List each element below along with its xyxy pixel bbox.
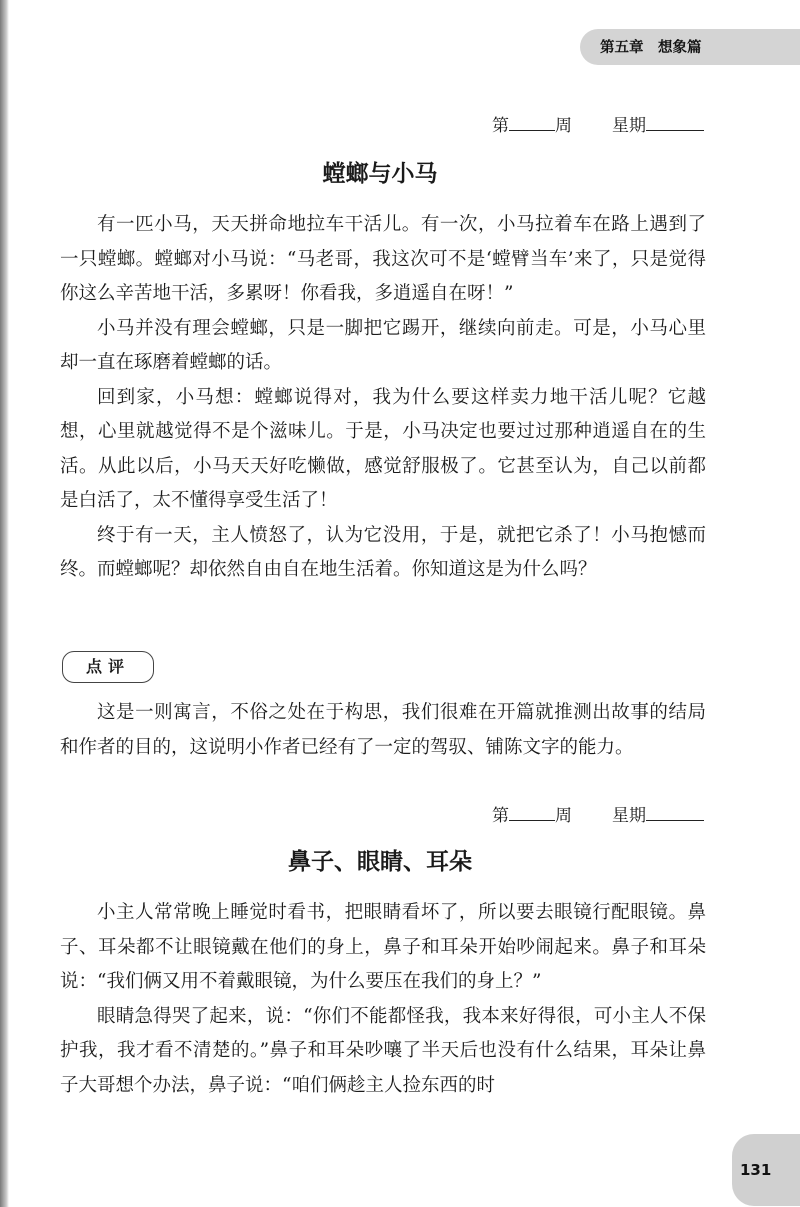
essay-title: 鼻子、眼睛、耳朵	[288, 849, 472, 875]
page-number: 131	[740, 1161, 772, 1179]
comment-text: 这是一则寓言，不俗之处在于构思，我们很难在开篇就推测出故事的结局和作者的目的，这说明小作者已经有了一定的驾驭、铺陈文字的能力。	[60, 702, 706, 758]
weekday-blank	[646, 110, 704, 131]
week-date-line	[492, 110, 704, 138]
essay-title: 螳螂与小马	[322, 161, 438, 187]
week-suffix: 周	[555, 806, 572, 826]
weekday-label: 星期	[612, 116, 646, 136]
week-label: 第	[492, 806, 509, 826]
paragraph: 小主人常常晚上睡觉时看书，把眼睛看坏了，所以要去眼镜行配眼镜。鼻子、耳朵都不让眼镜戴在他们的身上，鼻子和耳朵开始吵闹起来。鼻子和耳朵说：“我们俩又用不着戴眼镜，为什么要压在我们的身上？”	[60, 902, 706, 992]
paragraph: 眼睛急得哭了起来，说：“你们不能都怪我，我本来好得很，可小主人不保护我，我才看不清楚的。”鼻子和耳朵吵嚷了半天后也没有什么结果，耳朵让鼻子大哥想个办法，鼻子说：“咱们俩趁主人捡东西的时	[60, 1005, 706, 1096]
week-blank	[509, 110, 555, 131]
comment-badge: 点评	[62, 651, 154, 683]
chapter-title: 第五章 想象篇	[600, 40, 702, 56]
essay-body	[60, 208, 706, 588]
week-blank	[509, 800, 555, 821]
weekday-label: 星期	[612, 806, 646, 826]
week-date-line	[492, 800, 704, 828]
comment-body	[60, 696, 706, 765]
paragraph: 小马并没有理会螳螂，只是一脚把它踢开，继续向前走。可是，小马心里却一直在琢磨着螳螂的话。	[60, 317, 706, 373]
weekday-blank	[646, 800, 704, 821]
paragraph: 回到家，小马想：螳螂说得对，我为什么要这样卖力地干活儿呢？它越想，心里就越觉得不是个滋味儿。于是，小马决定也要过过那种逍遥自在的生活。从此以后，小马天天好吃懒做，感觉舒服极了。它甚至认为，自己以前都是白活了，太不懂得享受生活了！	[60, 386, 706, 511]
week-label: 第	[492, 116, 509, 136]
essay-body	[60, 896, 706, 1103]
week-suffix: 周	[555, 116, 572, 136]
paragraph: 有一匹小马，天天拼命地拉车干活儿。有一次，小马拉着车在路上遇到了一只螳螂。螳螂对小马说：“马老哥，我这次可不是‘螳臂当车’来了，只是觉得你这么辛苦地干活，多累呀！你看我，多逍遥自在呀！”	[60, 214, 706, 304]
book-spine-shadow	[0, 0, 9, 1207]
paragraph: 终于有一天，主人愤怒了，认为它没用，于是，就把它杀了！小马抱憾而终。而螳螂呢？却依然自由自在地生活着。你知道这是为什么吗？	[60, 524, 706, 580]
